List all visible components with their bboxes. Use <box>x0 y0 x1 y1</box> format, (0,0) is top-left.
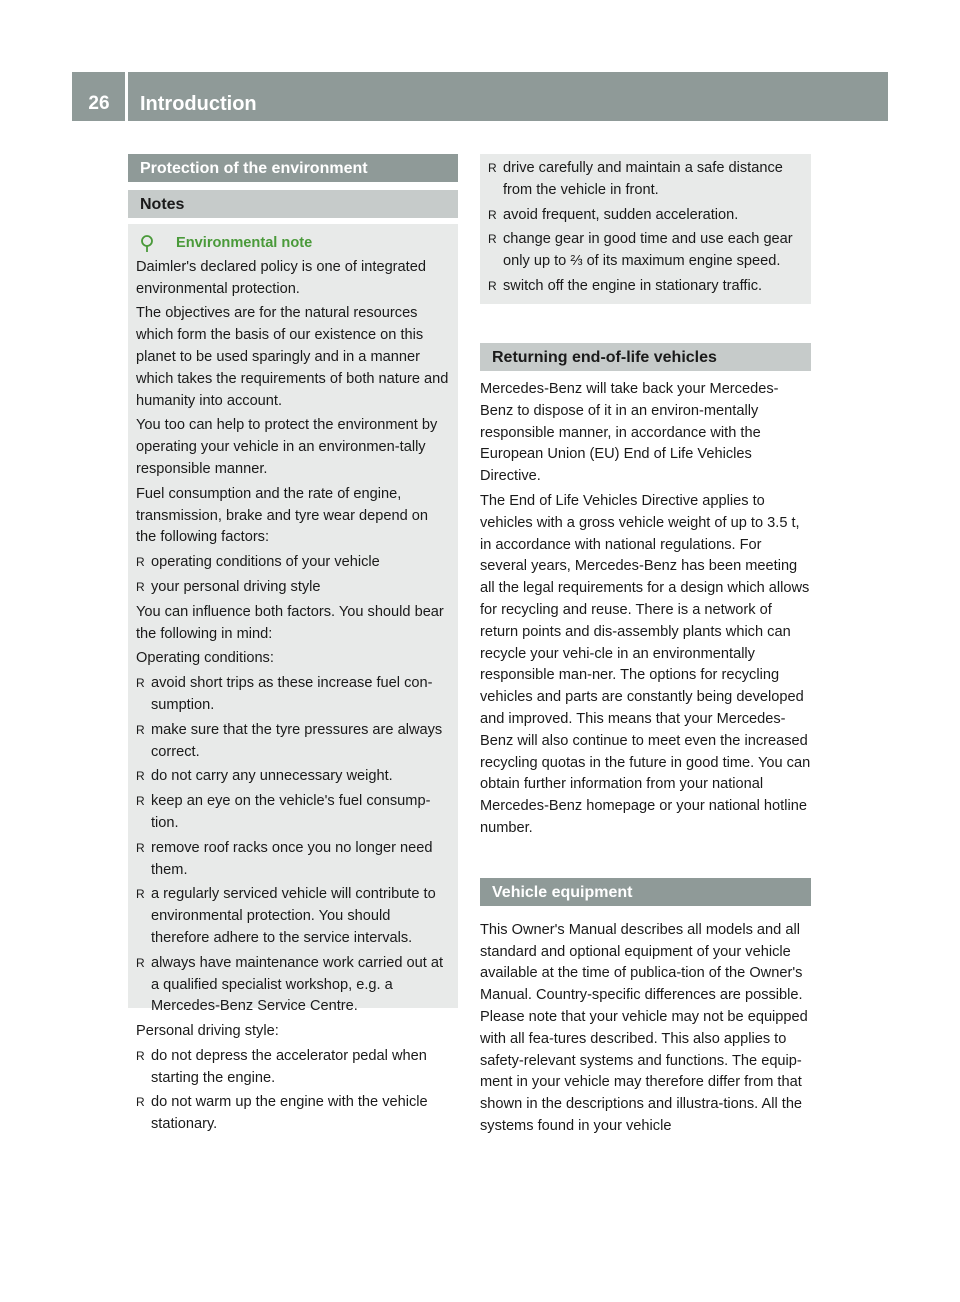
list-item: R drive carefully and maintain a safe distance from the vehicle in front. <box>488 160 783 198</box>
hint-icon <box>140 235 154 253</box>
list-item: R avoid short trips as these increase fuel con-sumption. <box>136 675 433 713</box>
bullet-icon: R <box>488 232 497 247</box>
list-item: R make sure that the tyre pressures are always correct. <box>136 721 443 760</box>
environmental-note-box <box>128 224 458 1133</box>
note-heading <box>136 233 450 255</box>
list-item: R remove roof racks once you no longer need them. <box>136 839 433 878</box>
list-item: R operating conditions of your vehicle <box>136 552 450 574</box>
bullet-icon: R <box>136 1048 145 1063</box>
bullet-icon: R <box>136 722 145 737</box>
bullet-icon: R <box>136 769 145 784</box>
list-item: R your personal driving style <box>136 577 450 599</box>
paragraph: You too can help to protect the environment by operating your vehicle in an environmen-tally responsible manner. <box>136 417 438 477</box>
paragraph: Mercedes-Benz will take back your Mercedes-Benz to dispose of it in an environ-mentally responsible manner, in accordance with the European Union (EU) End of Life Vehicles Directive. <box>480 381 779 485</box>
bullet-icon: R <box>136 887 145 902</box>
subsection-title: Notes <box>128 190 458 218</box>
list-item: R a regularly serviced vehicle will contribute to environmental protection. You should therefore adhere to the service intervals. <box>136 886 436 946</box>
note-title: Environmental note <box>176 235 313 251</box>
bullet-icon: R <box>136 955 145 970</box>
paragraph: Fuel consumption and the rate of engine, transmission, brake and tyre wear depend on the following factors: <box>136 485 429 546</box>
bullet-icon: R <box>136 676 145 691</box>
paragraph: The objectives are for the natural resources which form the basis of our existence on this planet to be used sparingly and in a manner which takes the requirements of both nature and humanity into account. <box>136 305 449 409</box>
paragraph: This Owner's Manual describes all models and all standard and optional equipment of your vehicle available at the time of publica-tion of the Owner's Manual. Country-specific differences are possible. Please note that your vehicle may not be equipped with all fea-tures described. This also applies to safety-relevant systems and functions. The equip-ment in your vehicle may therefore differ from that shown in the descriptions and illustra-tions. All the systems found in your vehicle <box>480 921 808 1134</box>
driving-note-continued <box>480 154 811 304</box>
list-item: R switch off the engine in stationary traffic. <box>488 276 803 298</box>
bullet-icon: R <box>136 794 145 809</box>
page-number: 26 <box>88 93 110 114</box>
header-divider <box>125 72 128 121</box>
driving-label: Personal driving style: <box>136 1023 279 1040</box>
bullet-icon: R <box>136 840 145 855</box>
operating-label: Operating conditions: <box>136 650 274 667</box>
paragraph: You can influence both factors. You should bear the following in mind: <box>136 603 444 642</box>
list-item: R do not depress the accelerator pedal when starting the engine. <box>136 1047 427 1086</box>
paragraph: The End of Life Vehicles Directive applies to vehicles with a gross vehicle weight of up to 3.5 t, in accordance with national regulations. For several years, Mercedes-Benz has been meeting all the legal requirements for a design which allows for recycling and reuse. There is a network of return points and dis-assembly plants which can recycle your vehi-cle in an environmentally responsible man-ner. The options for recycling vehicles and parts are constantly being developed and improved. This means that your Mercedes-Benz will also continue to meet even the increased recycling quotas in the future in good time. You can obtain further information from your national Mercedes-Benz homepage or your national hotline number. <box>480 492 811 836</box>
bullet-icon: R <box>488 161 497 175</box>
list-item: R change gear in good time and use each gear only up to ⅔ of its maximum engine speed. <box>488 231 793 270</box>
bullet-icon: R <box>488 207 497 222</box>
bullet-icon: R <box>136 1095 145 1110</box>
list-item: R do not warm up the engine with the vehicle stationary. <box>136 1094 428 1133</box>
paragraph: Daimler's declared policy is one of integrated environmental protection. <box>136 258 426 297</box>
list-item: R always have maintenance work carried out at a qualified specialist workshop, e.g. a Mercedes-Benz Service Centre. <box>136 954 444 1015</box>
list-item: R do not carry any unnecessary weight. <box>136 766 450 788</box>
bullet-icon: R <box>136 579 145 594</box>
right-column <box>480 154 811 1138</box>
returning-section-title: Returning end-of-life vehicles <box>480 343 811 371</box>
equipment-section-title: Vehicle equipment <box>480 878 811 906</box>
bullet-icon: R <box>136 555 145 570</box>
left-column <box>128 154 458 1133</box>
bullet-icon: R <box>488 278 497 293</box>
section-title: Protection of the environment <box>128 154 458 182</box>
list-item: R avoid frequent, sudden acceleration. <box>488 205 803 227</box>
chapter-title: Introduction <box>140 93 257 115</box>
list-item: R keep an eye on the vehicle's fuel consump-tion. <box>136 793 431 831</box>
